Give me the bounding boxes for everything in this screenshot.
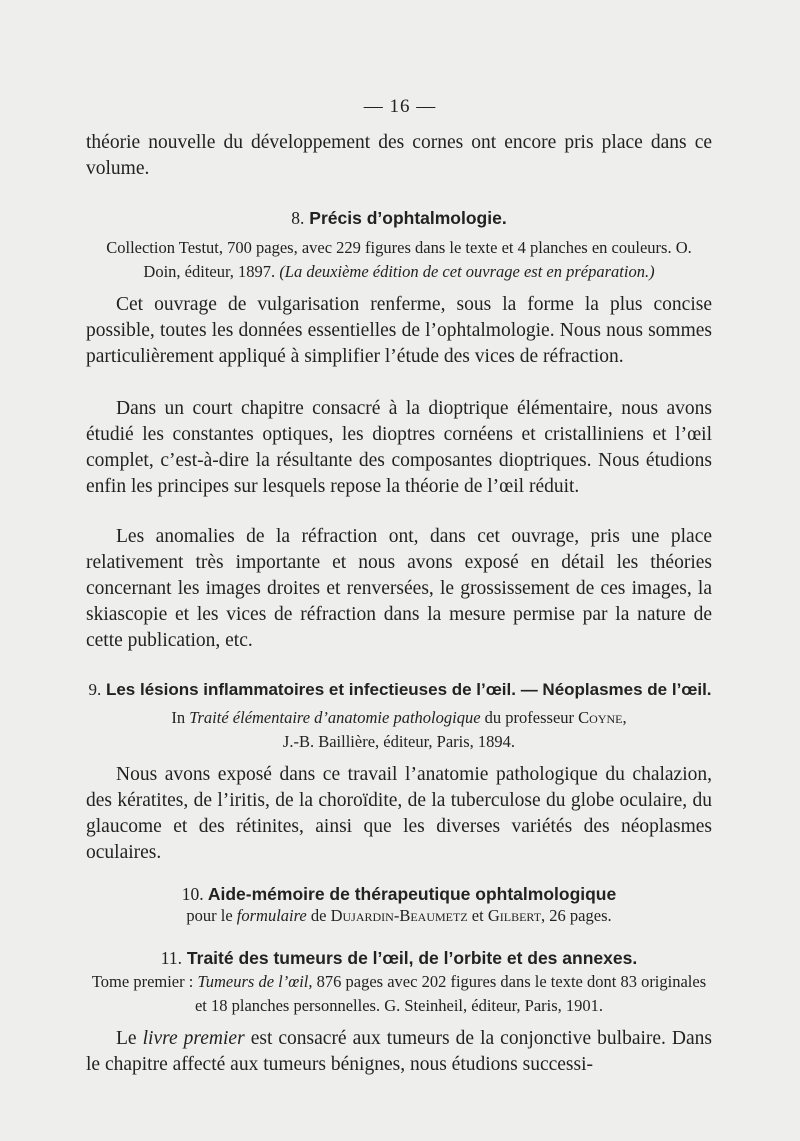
section-9-ref-line-2: J.-B. Baillière, éditeur, Paris, 1894. bbox=[282, 732, 516, 751]
page-number: — 16 — bbox=[363, 96, 437, 117]
ref-du-text: du professeur bbox=[484, 708, 575, 727]
p-livre-premier: livre premier bbox=[142, 1028, 245, 1049]
section-8-title: Précis d’ophtalmologie. bbox=[309, 208, 507, 228]
section-10-title: Aide-mémoire de thérapeutique ophtalmologique bbox=[207, 884, 617, 904]
ref-details-11: 876 pages avec 202 figures dans le texte dont 83 originales et 18 planches personnelles. G. Steinheil, éditeur, Paris, 1901. bbox=[194, 972, 707, 1015]
section-8-paragraph-2: Dans un court chapitre consacré à la dioptrique élémentaire, nous avons étudié les constantes optiques, les dioptres cornéens et cristalliniens et l’œil complet, c’est-à-dire la résultante des composantes dioptriques. Nous étudions enfin les principes sur lesquels repose la théorie de l’œil réduit. bbox=[86, 398, 712, 497]
ref-book-title: Traité élémentaire d’anatomie pathologique bbox=[189, 708, 481, 727]
section-9-paragraph-1: Nous avons exposé dans ce travail l’anatomie pathologique du chalazion, des kératites, de l’iritis, de la choroïdite, de la tuberculose du globe oculaire, du glaucome et des rétinites, ainsi que les diverses variétés des néoplasmes oculaires. bbox=[86, 764, 712, 863]
section-11-title: Traité des tumeurs de l’œil, de l’orbite et des annexes. bbox=[186, 948, 638, 968]
section-8-ref-text: Collection Testut, 700 pages, avec 229 figures dans le texte et 4 planches en couleurs. O. Doin, éditeur, 1897. bbox=[106, 238, 692, 281]
section-11-reference bbox=[86, 970, 712, 1018]
section-11-heading bbox=[86, 946, 712, 970]
section-11-paragraph-1 bbox=[86, 1026, 712, 1078]
ref-author-1: Dujardin-Beaumetz bbox=[330, 906, 468, 925]
ref-de-text: de bbox=[310, 906, 327, 925]
intro-paragraph: théorie nouvelle du développement des cornes ont encore pris place dans ce volume. bbox=[86, 132, 712, 179]
ref-in-text: In bbox=[171, 708, 186, 727]
section-8-paragraph-3: Les anomalies de la réfraction ont, dans cet ouvrage, pris une place relativement très importante et nous avons exposé en détail les théories concernant les images droites et renversées, le grossissement de ces images, la skiascopie et les vices de réfraction dans la mesure permise par la nature de cette publication, etc. bbox=[86, 526, 712, 651]
ref-pour-text: pour le bbox=[186, 906, 233, 925]
section-8-paragraph-1: Cet ouvrage de vulgarisation renferme, sous la forme la plus concise possible, toutes les données essentielles de l’ophtalmologie. Nous nous sommes particulièrement appliqué à simplifier l’étude des vices de réfraction. bbox=[86, 294, 712, 367]
section-9-ref-line-1 bbox=[86, 706, 712, 730]
ref-et-text: et bbox=[471, 906, 484, 925]
ref-pages: 26 pages. bbox=[549, 906, 612, 925]
section-10-heading bbox=[86, 882, 712, 906]
section-11-number: 11. bbox=[160, 948, 183, 968]
ref-book-title-11: Tumeurs de l’œil, bbox=[197, 972, 313, 991]
section-9-number: 9. bbox=[88, 680, 102, 699]
section-8-ref-note: (La deuxième édition de cet ouvrage est en préparation.) bbox=[279, 262, 655, 281]
section-10-reference bbox=[86, 904, 712, 928]
ref-tome-text: Tome premier : bbox=[91, 972, 194, 991]
section-9-title: Les lésions inflammatoires et infectieuses de l’œil. — Néoplasmes de l’œil. bbox=[105, 680, 712, 699]
section-9-reference bbox=[86, 706, 712, 754]
p-rest-text: est consacré aux tumeurs de la conjonctive bulbaire. Dans le chapitre affecté aux tumeurs bénignes, nous étudions successi- bbox=[86, 1028, 713, 1075]
ref-formulaire: formulaire bbox=[236, 906, 307, 925]
section-8-reference bbox=[86, 236, 712, 284]
section-8-heading bbox=[86, 206, 712, 230]
ref-author: Coyne, bbox=[578, 708, 627, 727]
section-10-number: 10. bbox=[181, 884, 204, 904]
ref-author-2: Gilbert, bbox=[487, 906, 546, 925]
section-9-heading bbox=[84, 678, 716, 702]
p-le-text: Le bbox=[116, 1028, 137, 1049]
section-8-number: 8. bbox=[291, 208, 305, 228]
